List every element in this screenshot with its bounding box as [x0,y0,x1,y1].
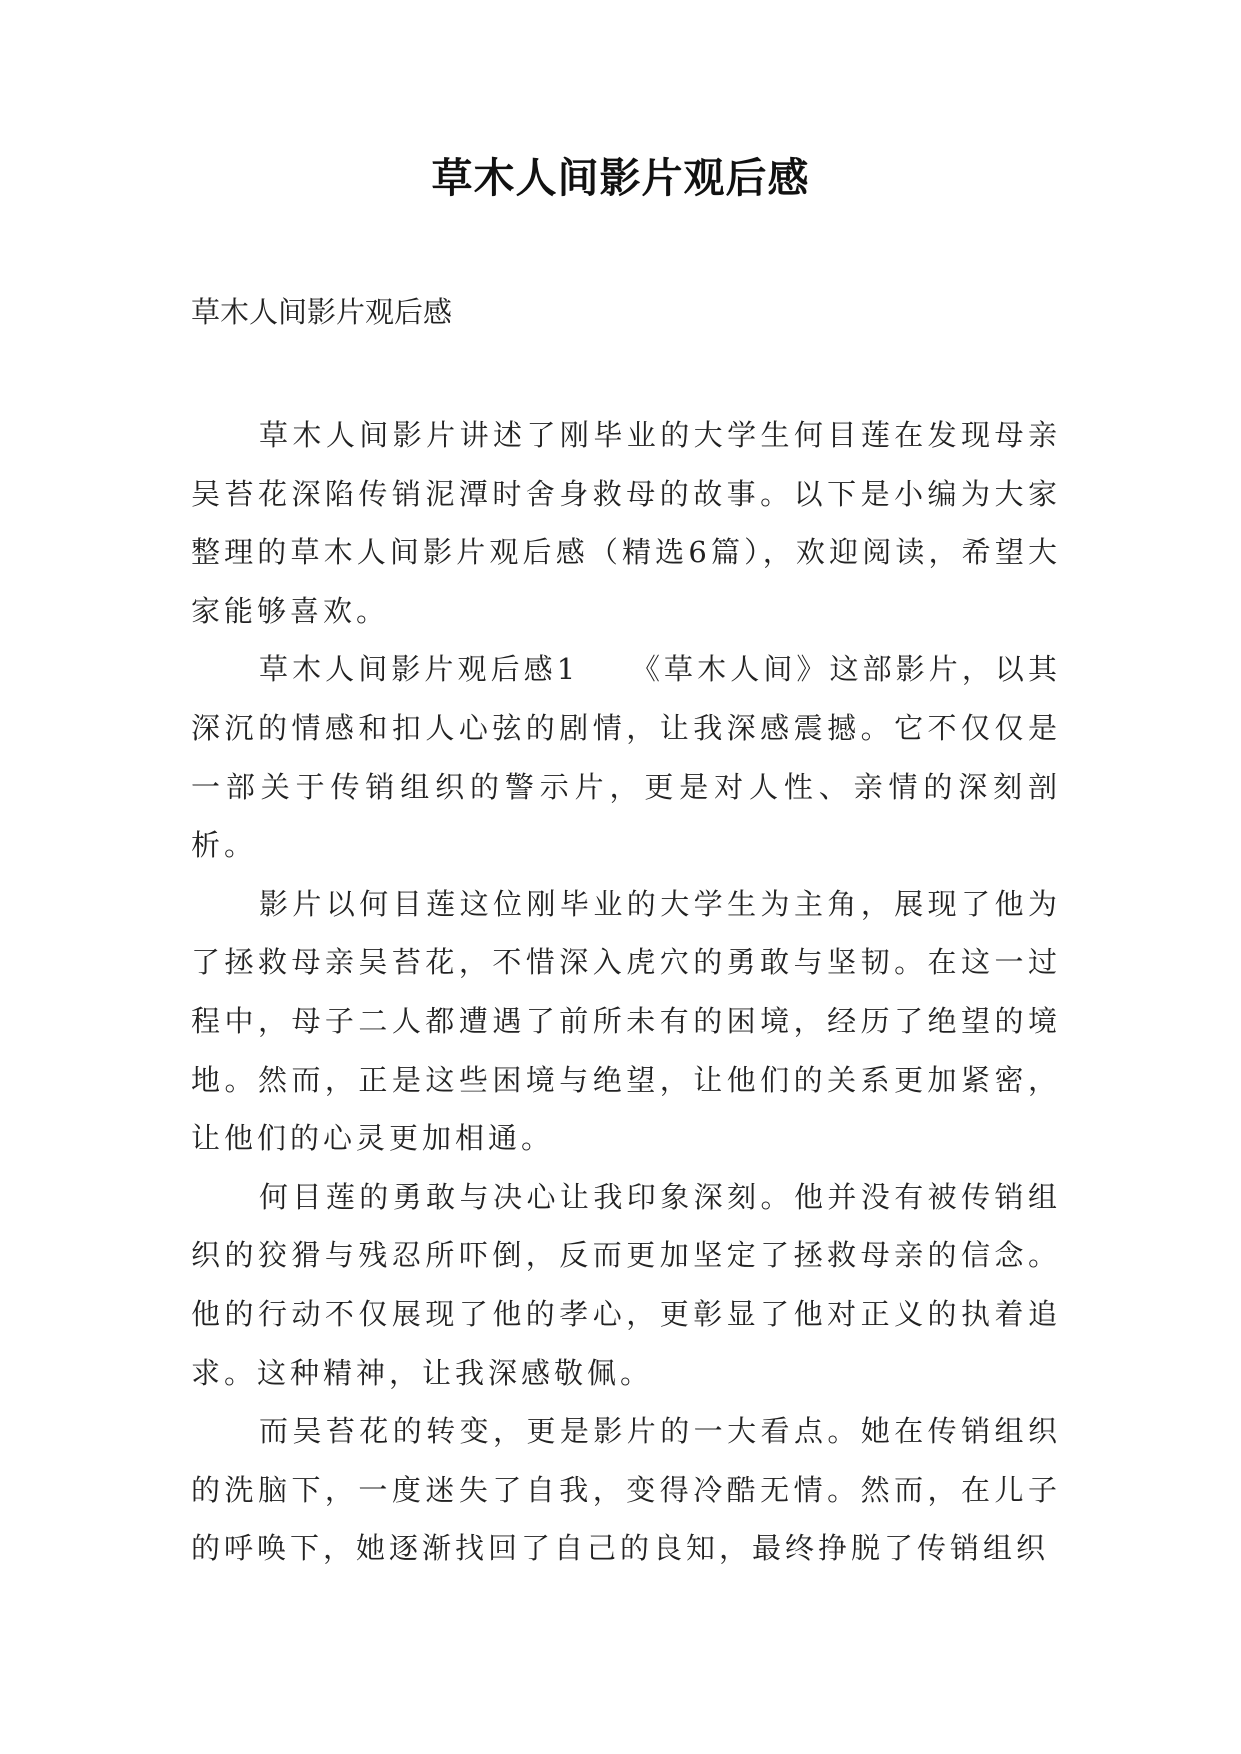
document-body [191,406,1061,1578]
paragraph: 草木人间影片观后感1 《草木人间》这部影片，以其深沉的情感和扣人心弦的剧情，让我深感震撼。它不仅仅是一部关于传销组织的警示片，更是对人性、亲情的深刻剖析。 [191,652,1061,863]
paragraph: 而吴苔花的转变，更是影片的一大看点。她在传销组织的洗脑下，一度迷失了自我，变得冷酷无情。然而，在儿子的呼唤下，她逐渐找回了自己的良知，最终挣脱了传销组织 [191,1414,1061,1566]
paragraph: 影片以何目莲这位刚毕业的大学生为主角，展现了他为了拯救母亲吴苔花，不惜深入虎穴的勇敢与坚韧。在这一过程中，母子二人都遭遇了前所未有的困境，经历了绝望的境地。然而，正是这些困境与绝望，让他们的关系更加紧密，让他们的心灵更加相通。 [191,886,1061,1156]
document-subtitle: 草木人间影片观后感 [191,295,453,329]
document-title: 草木人间影片观后感 [431,154,810,202]
paragraph: 何目莲的勇敢与决心让我印象深刻。他并没有被传销组织的狡猾与残忍所吓倒，反而更加坚定了拯救母亲的信念。他的行动不仅展现了他的孝心，更彰显了他对正义的执着追求。这种精神，让我深感敬佩。 [191,1179,1061,1390]
paragraph: 草木人间影片讲述了刚毕业的大学生何目莲在发现母亲吴苔花深陷传销泥潭时舍身救母的故事。以下是小编为大家整理的草木人间影片观后感（精选6篇），欢迎阅读，希望大家能够喜欢。 [191,418,1061,628]
